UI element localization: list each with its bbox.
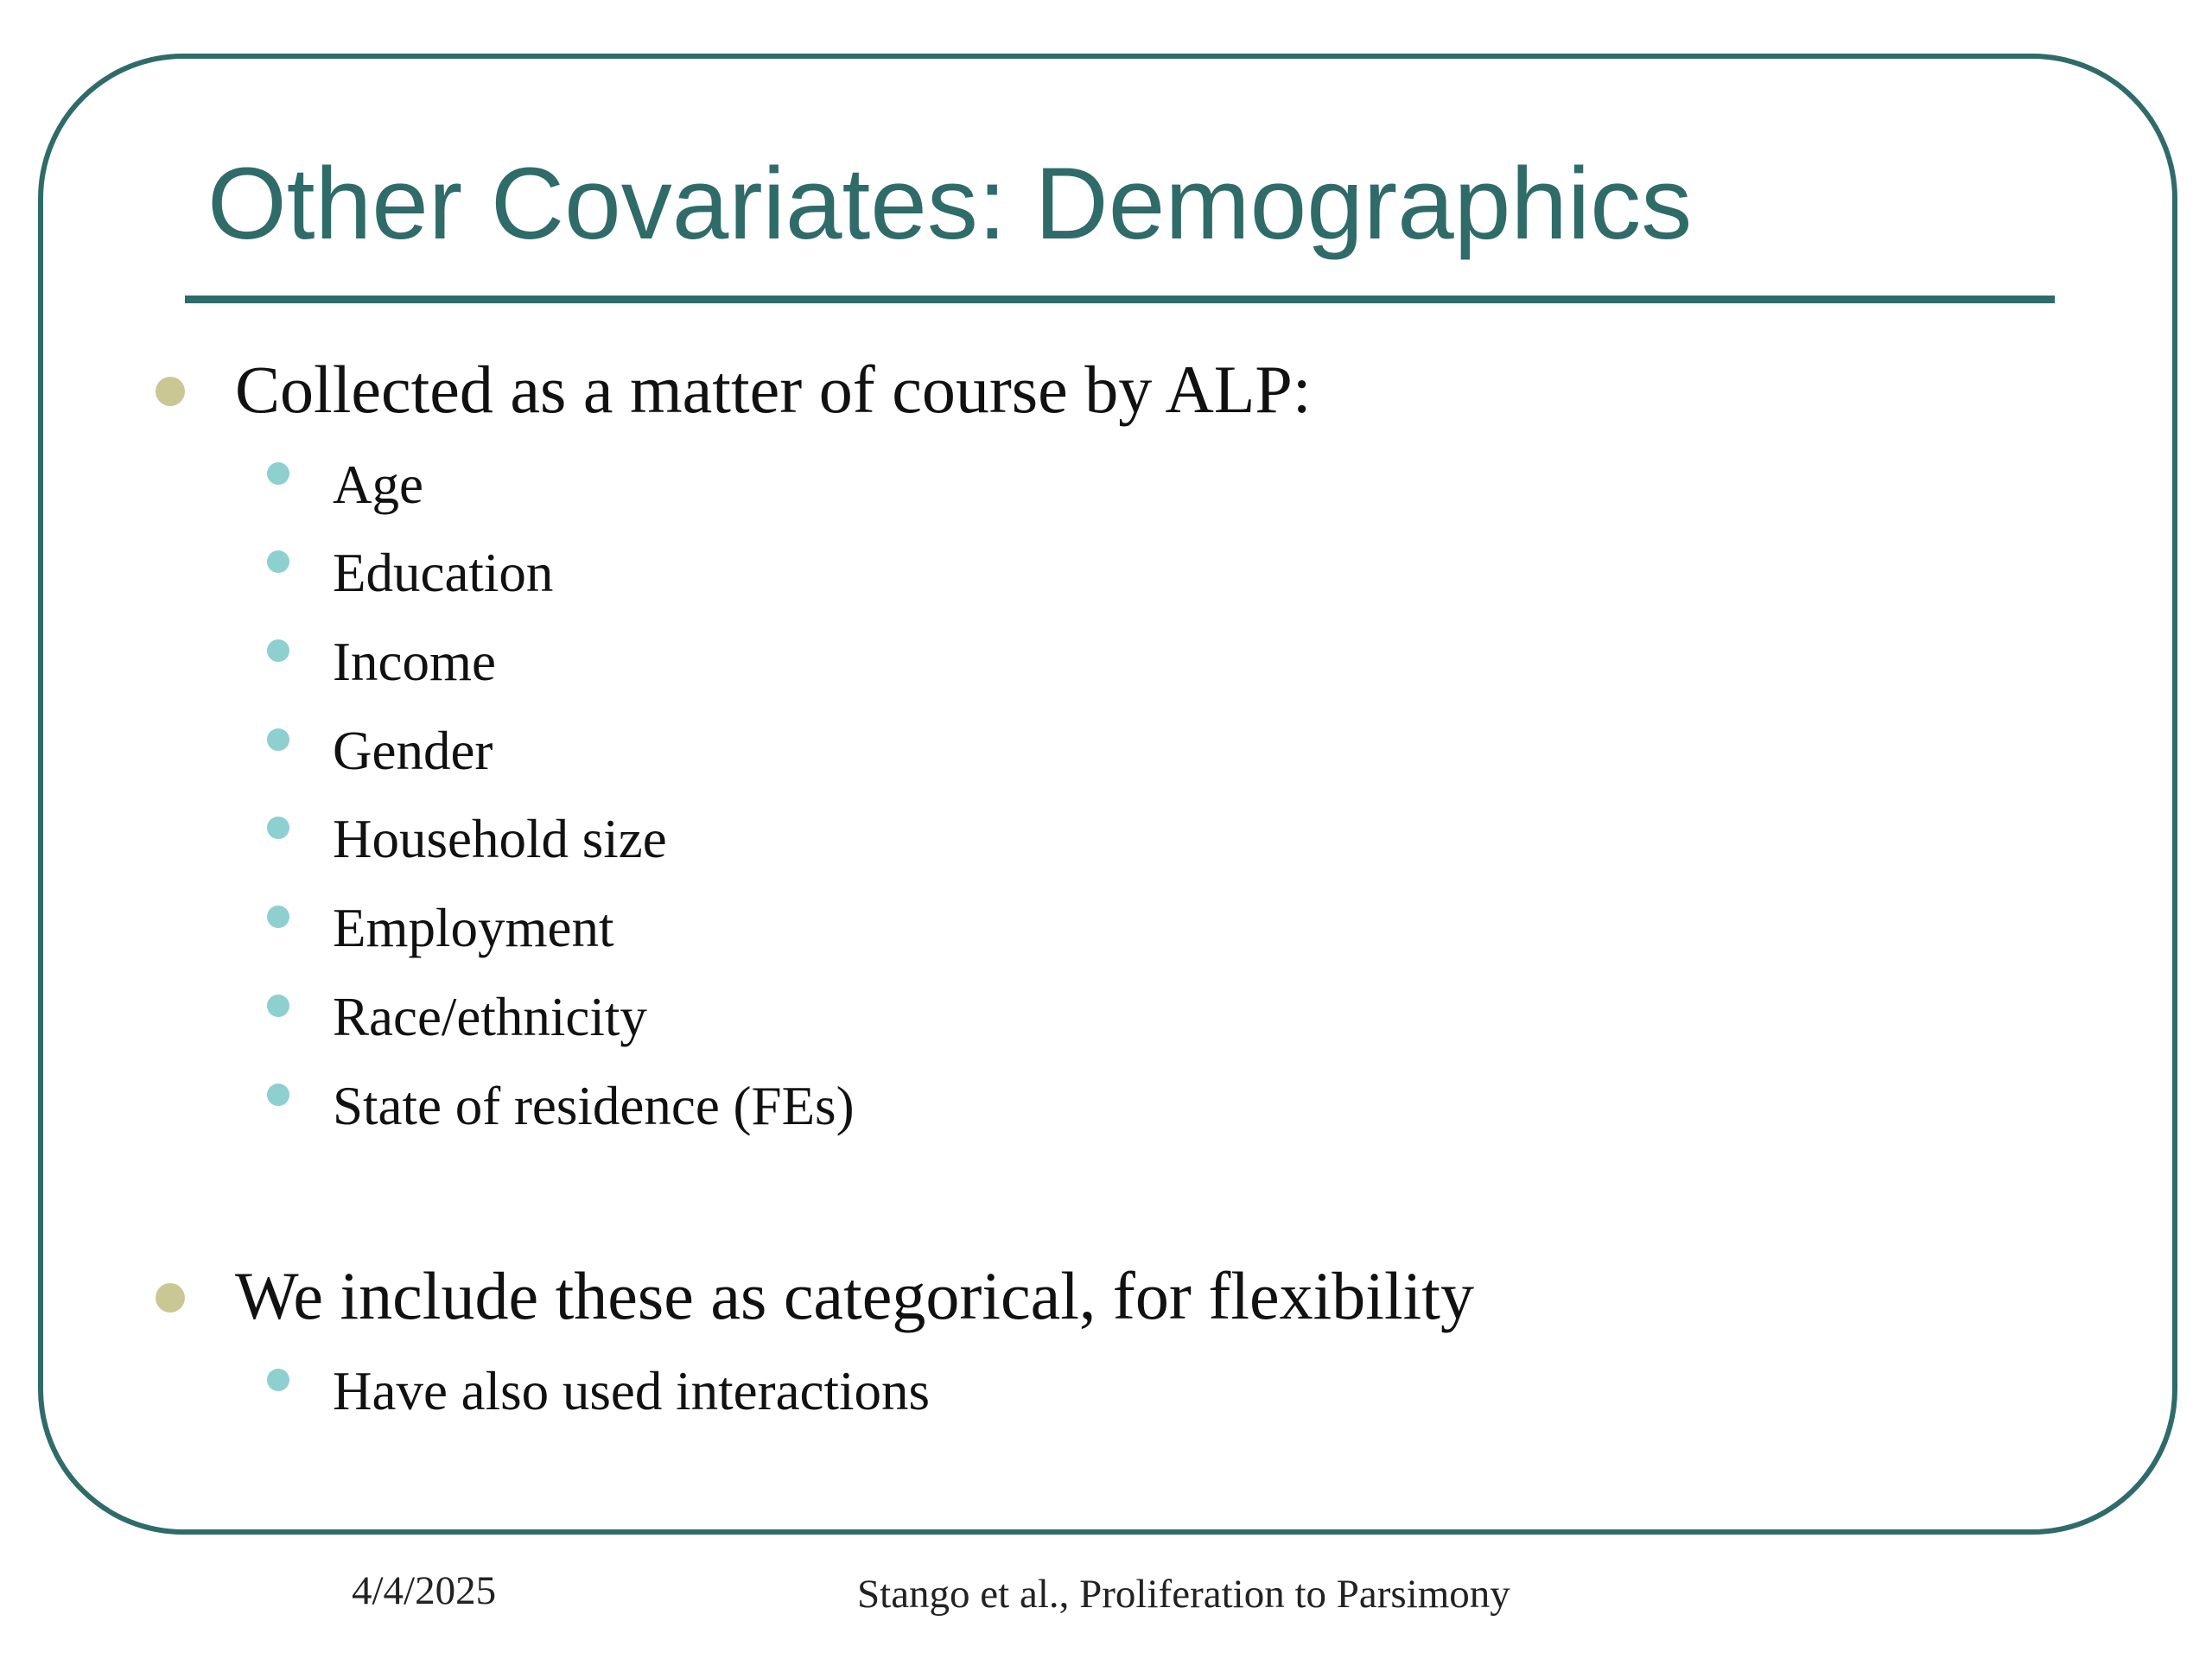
- sub-bullet-text: Age: [333, 454, 423, 515]
- sub-bullet-text: Employment: [333, 898, 614, 958]
- sub-bullet-dot-icon: [267, 550, 289, 573]
- footer-date: 4/4/2025: [352, 1568, 497, 1613]
- sub-bullet-dot-icon: [267, 639, 289, 662]
- bullet-text: Collected as a matter of course by ALP:: [235, 352, 1312, 427]
- sub-bullet-dot-icon: [267, 906, 289, 928]
- sub-bullet-dot-icon: [267, 462, 289, 485]
- sub-bullet-dot-icon: [267, 728, 289, 751]
- bullet-dot-icon: [156, 1283, 185, 1313]
- sub-bullet-dot-icon: [267, 817, 289, 839]
- sub-bullet-dot-icon: [267, 1369, 289, 1391]
- sub-bullet-text: Gender: [333, 721, 493, 781]
- sub-bullet-text: Race/ethnicity: [333, 987, 647, 1047]
- bullet-dot-icon: [156, 377, 185, 406]
- sub-bullet-dot-icon: [267, 995, 289, 1017]
- sub-bullet-text: State of residence (FEs): [333, 1076, 855, 1136]
- sub-bullet-text: Education: [333, 543, 554, 603]
- sub-bullet-text: Household size: [333, 809, 667, 869]
- slide-title: Other Covariates: Demographics: [207, 147, 1693, 261]
- sub-bullet-text: Income: [333, 632, 496, 692]
- sub-bullet-text: Have also used interactions: [333, 1361, 931, 1421]
- bullet-text: We include these as categorical, for flexibility: [235, 1258, 1474, 1333]
- sub-bullet-dot-icon: [267, 1084, 289, 1106]
- footer-citation: Stango et al., Proliferation to Parsimony: [857, 1572, 1510, 1617]
